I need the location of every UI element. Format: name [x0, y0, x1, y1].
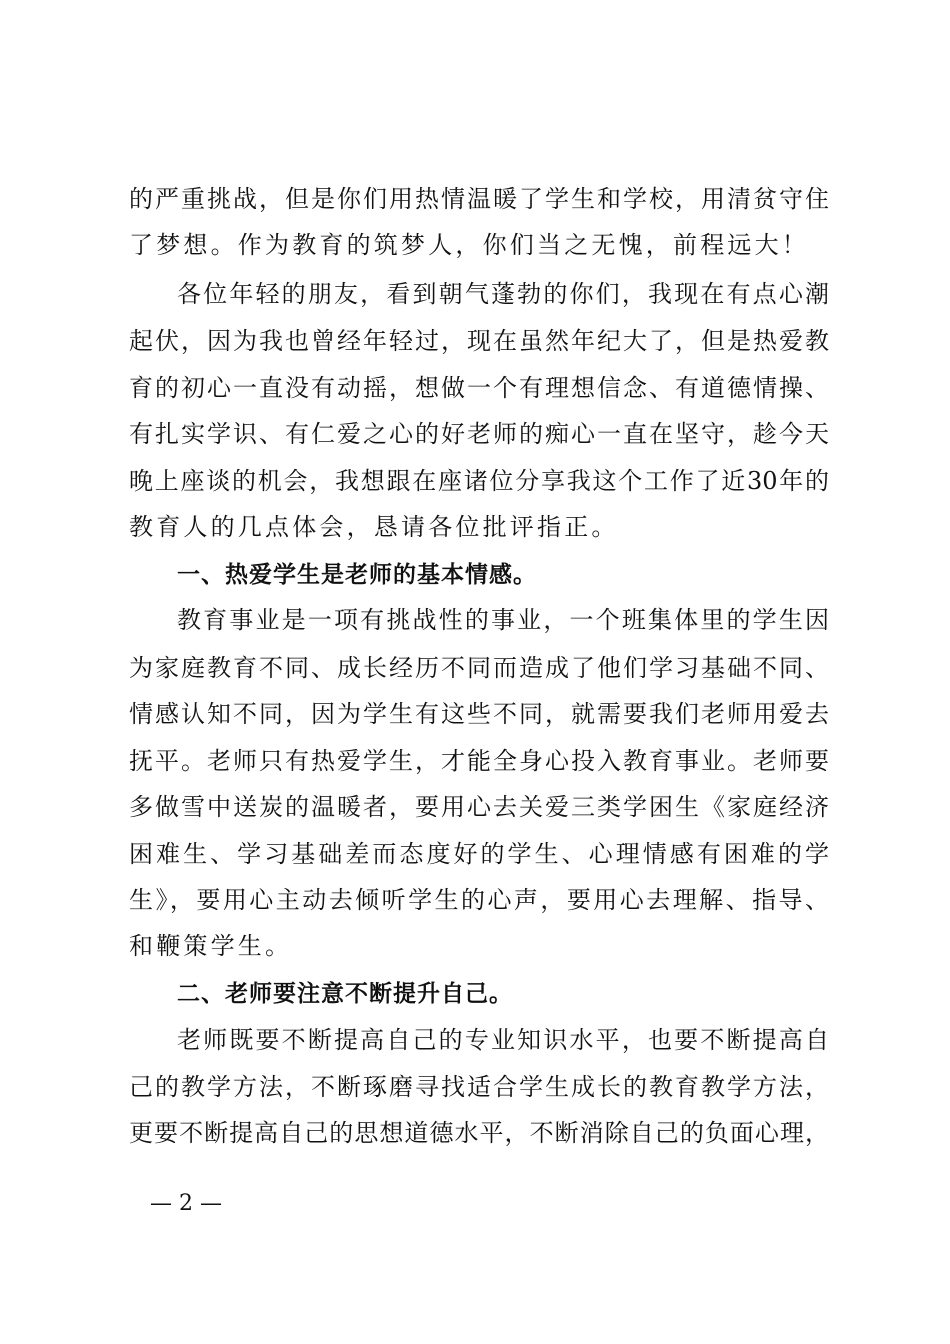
body-text-line: 己的教学方法，不断琢磨寻找适合学生成长的教育教学方法，: [129, 1073, 829, 1101]
section-heading-2: 二、老师要注意不断提升自己。: [177, 981, 513, 1007]
body-text-line: 教育人的几点体会，恳请各位批评指正。: [129, 513, 619, 541]
body-text-line: 抚平。老师只有热爱学生，才能全身心投入教育事业。老师要: [129, 747, 829, 775]
body-text-line: 更要不断提高自己的思想道德水平，不断消除自己的负面心理，: [129, 1119, 829, 1147]
body-text-line: 起伏，因为我也曾经年轻过，现在虽然年纪大了，但是热爱教: [129, 327, 829, 355]
body-text-line: 有扎实学识、有仁爱之心的好老师的痴心一直在坚守，趁今天: [129, 420, 829, 448]
body-text-line: 多做雪中送炭的温暖者，要用心去关爱三类学困生《家庭经济: [129, 793, 829, 821]
body-text-line: 和鞭策学生。: [129, 932, 293, 960]
page-number: — 2 —: [150, 1191, 222, 1216]
body-text-line: 情感认知不同，因为学生有这些不同，就需要我们老师用爱去: [129, 700, 829, 728]
body-text-line: 生》，要用心主动去倾听学生的心声，要用心去理解、指导、: [129, 886, 829, 914]
body-text-line: 困难生、学习基础差而态度好的学生、心理情感有困难的学: [129, 840, 829, 868]
paragraph-first-line: 各位年轻的朋友，看到朝气蓬勃的你们，我现在有点心潮: [177, 280, 829, 308]
body-text-line: 育的初心一直没有动摇，想做一个有理想信念、有道德情操、: [129, 374, 829, 402]
body-text-line: 为家庭教育不同、成长经历不同而造成了他们学习基础不同、: [129, 654, 829, 682]
body-text-line: 了梦想。作为教育的筑梦人，你们当之无愧，前程远大！: [129, 231, 809, 259]
body-text-line: 的严重挑战，但是你们用热情温暖了学生和学校，用清贫守住: [129, 185, 829, 213]
paragraph-first-line: 老师既要不断提高自己的专业知识水平，也要不断提高自: [177, 1026, 829, 1054]
body-text-line: 晚上座谈的机会，我想跟在座诸位分享我这个工作了近30年的: [129, 467, 829, 495]
paragraph-first-line: 教育事业是一项有挑战性的事业，一个班集体里的学生因: [177, 606, 829, 634]
section-heading-1: 一、热爱学生是老师的基本情感。: [177, 562, 537, 588]
